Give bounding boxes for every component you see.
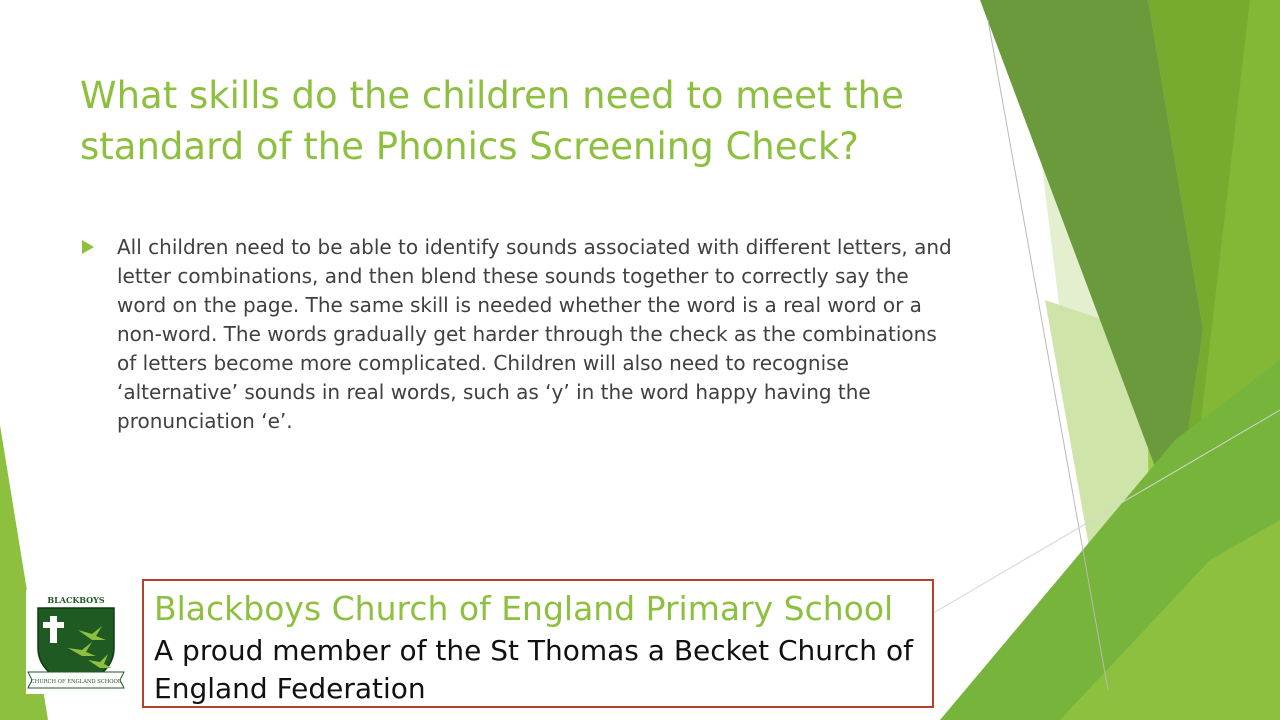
slide-title: What skills do the children need to meet the standard of the Phonics Screening Check? — [80, 74, 904, 168]
school-info-box — [142, 579, 934, 708]
school-logo — [26, 590, 126, 694]
school-name: Blackboys Church of England Primary School — [154, 589, 894, 628]
triangle-bullet-icon — [80, 239, 96, 255]
logo-bottom-text: CHURCH OF ENGLAND SCHOOL — [30, 679, 122, 685]
federation-text: A proud member of the St Thomas a Becket Church of England Federation — [154, 634, 913, 705]
logo-top-text: BLACKBOYS — [47, 595, 105, 605]
bullet-text: All children need to be able to identify sounds associated with different letters, and letter combinations, and then blend these sounds together to correctly say the word on the page. The same skill is needed whether the word is a real word or a non-word. The words gradually get harder through the check as the combinations of letters become more complicated. Children will also need to recognise ‘alternative’ sounds in real words, such as ‘y’ in the word happy having the pronunciation ‘e’. — [117, 235, 952, 433]
